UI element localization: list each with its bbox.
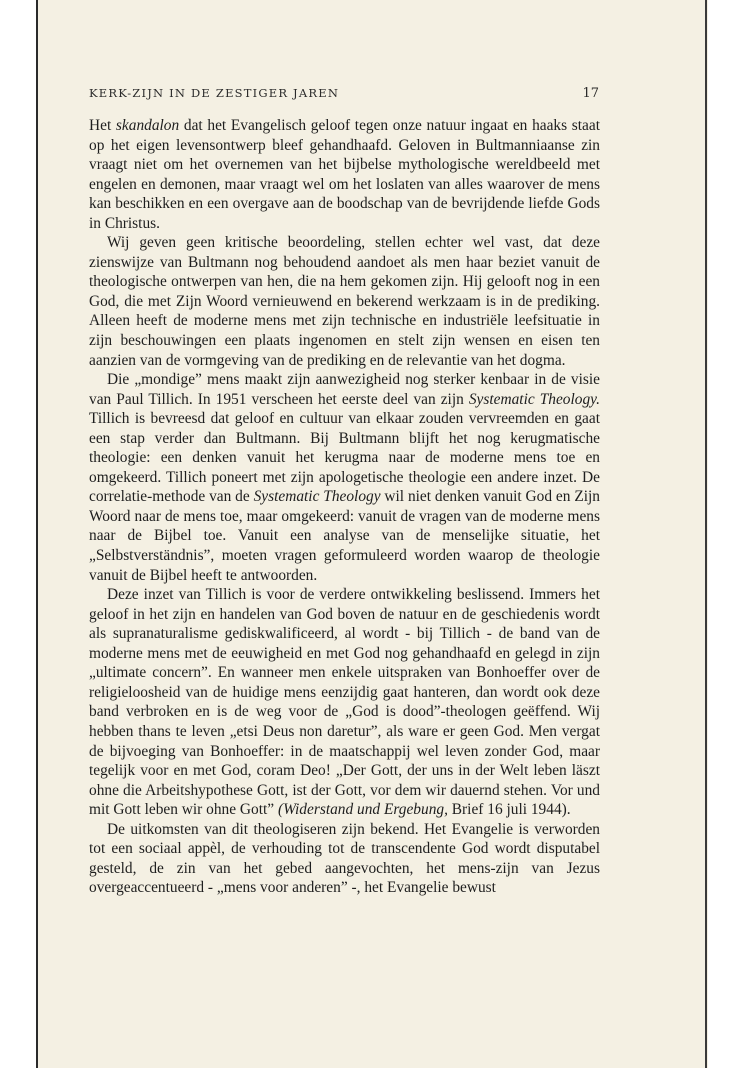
page-number: 17 [582, 86, 599, 101]
text-run: De uitkomsten van dit theologiseren zijn bekend. Het Evangelie is verworden tot een sociaal appèl, de verhouding tot de transcendente God wordt disputabel gesteld, de zin van het gebed aangevochten, het mens-zijn van Jezus overgeaccentueerd - „mens voor anderen” -, het Evangelie bewust [89, 820, 600, 897]
italic-run: Systematic Theology [253, 488, 381, 506]
paragraph [89, 370, 600, 585]
paragraph [89, 233, 600, 370]
scan-edge-right [705, 0, 707, 1068]
text-run: Deze inzet van Tillich is voor de verdere ontwikkeling beslissend. Immers het geloof in het zijn en handelen van God boven de natuur en de geschiedenis wordt als supranaturalisme gediskwalificeerd, al wordt - bij Tillich - de band van de moderne mens met de eeuwigheid en met God nog gehandhaafd en gelegd in zijn „ultimate concern”. En wanneer men enkele uitspraken van Bonhoeffer over de religieloosheid van de huidige mens eenzijdig gaat hanteren, dan wordt ook deze band verbroken en is de weg voor de „God is dood”-theologen geëffend. Wij hebben thans te leven „etsi Deus non daretur”, als ware er geen God. Men vergat de bijvoeging van Bonhoeffer: in de maatschappij wel leven zonder God, maar tegelijk voor en met God, coram Deo! „Der Gott, der uns in der Welt leben läszt ohne die Arbeitshypothese Gott, ist der Gott, vor dem wir dauernd stehen. Vor und mit Gott leben wir ohne Gott” [89, 586, 600, 819]
running-title: KERK-ZIJN IN DE ZESTIGER JAREN [89, 86, 340, 100]
italic-run: (Widerstand und Ergebung, [277, 801, 448, 819]
text-run: wil niet denken vanuit God en Zijn Woord naar de mens toe, maar omgekeerd: vanuit de vragen van de moderne mens naar de Bijbel toe. Vanuit een analyse van de menselijke situatie, het „Selbstverständnis”, moeten vragen geformuleerd worden waarop de theologie vanuit de Bijbel heeft te antwoorden. [89, 488, 600, 584]
text-run: Tillich is bevreesd dat geloof en cultuur van elkaar zouden vervreemden en gaat een stap verder dan Bultmann. Bij Bultmann blijft het nog kerugmatische theologie: een denken vanuit het kerugma naar de moderne mens toe en omgekeerd. Tillich poneert met zijn apologetische theologie een andere inzet. De correlatie-methode van de [89, 410, 600, 506]
text-run: Die „mondige” mens maakt zijn aanwezigheid nog sterker kenbaar in de visie van Paul Tillich. In 1951 verscheen het eerste deel van zijn [89, 371, 600, 408]
scan-edge-left [36, 0, 38, 1068]
body-text [89, 116, 600, 898]
paragraph [89, 585, 600, 820]
paragraph [89, 820, 600, 898]
text-run: Het [89, 117, 116, 134]
running-head [89, 86, 599, 102]
paragraph [89, 116, 600, 233]
text-run: dat het Evangelisch geloof tegen onze natuur ingaat en haaks staat op het eigen levensontwerp bleef gehandhaafd. Geloven in Bultmanniaanse zin vraagt niet om het overnemen van het bijbelse mythologische wereldbeeld met engelen en demonen, maar vraagt wel om het loslaten van alles waarover de mens kan beschikken en een overgave aan de boodschap van de bevrijdende liefde Gods in Christus. [89, 117, 600, 232]
text-run: Wij geven geen kritische beoordeling, stellen echter wel vast, dat deze zienswijze van Bultmann nog behoudend aandoet als men haar beziet vanuit de theologische ontwerpen van hen, die na hem gekomen zijn. Hij gelooft nog in een God, die met Zijn Woord vernieuwend en bekerend werkzaam is in de prediking. Alleen heeft de moderne mens met zijn technische en industriële leefsituatie in zijn beschouwingen een plaats ingenomen en stelt zijn wensen en eisen ten aanzien van de vormgeving van de prediking en de relevantie van het dogma. [89, 234, 600, 369]
text-run: Brief 16 juli 1944). [447, 801, 571, 819]
italic-run: Systematic Theology. [468, 390, 600, 408]
italic-run: skandalon [115, 117, 180, 134]
